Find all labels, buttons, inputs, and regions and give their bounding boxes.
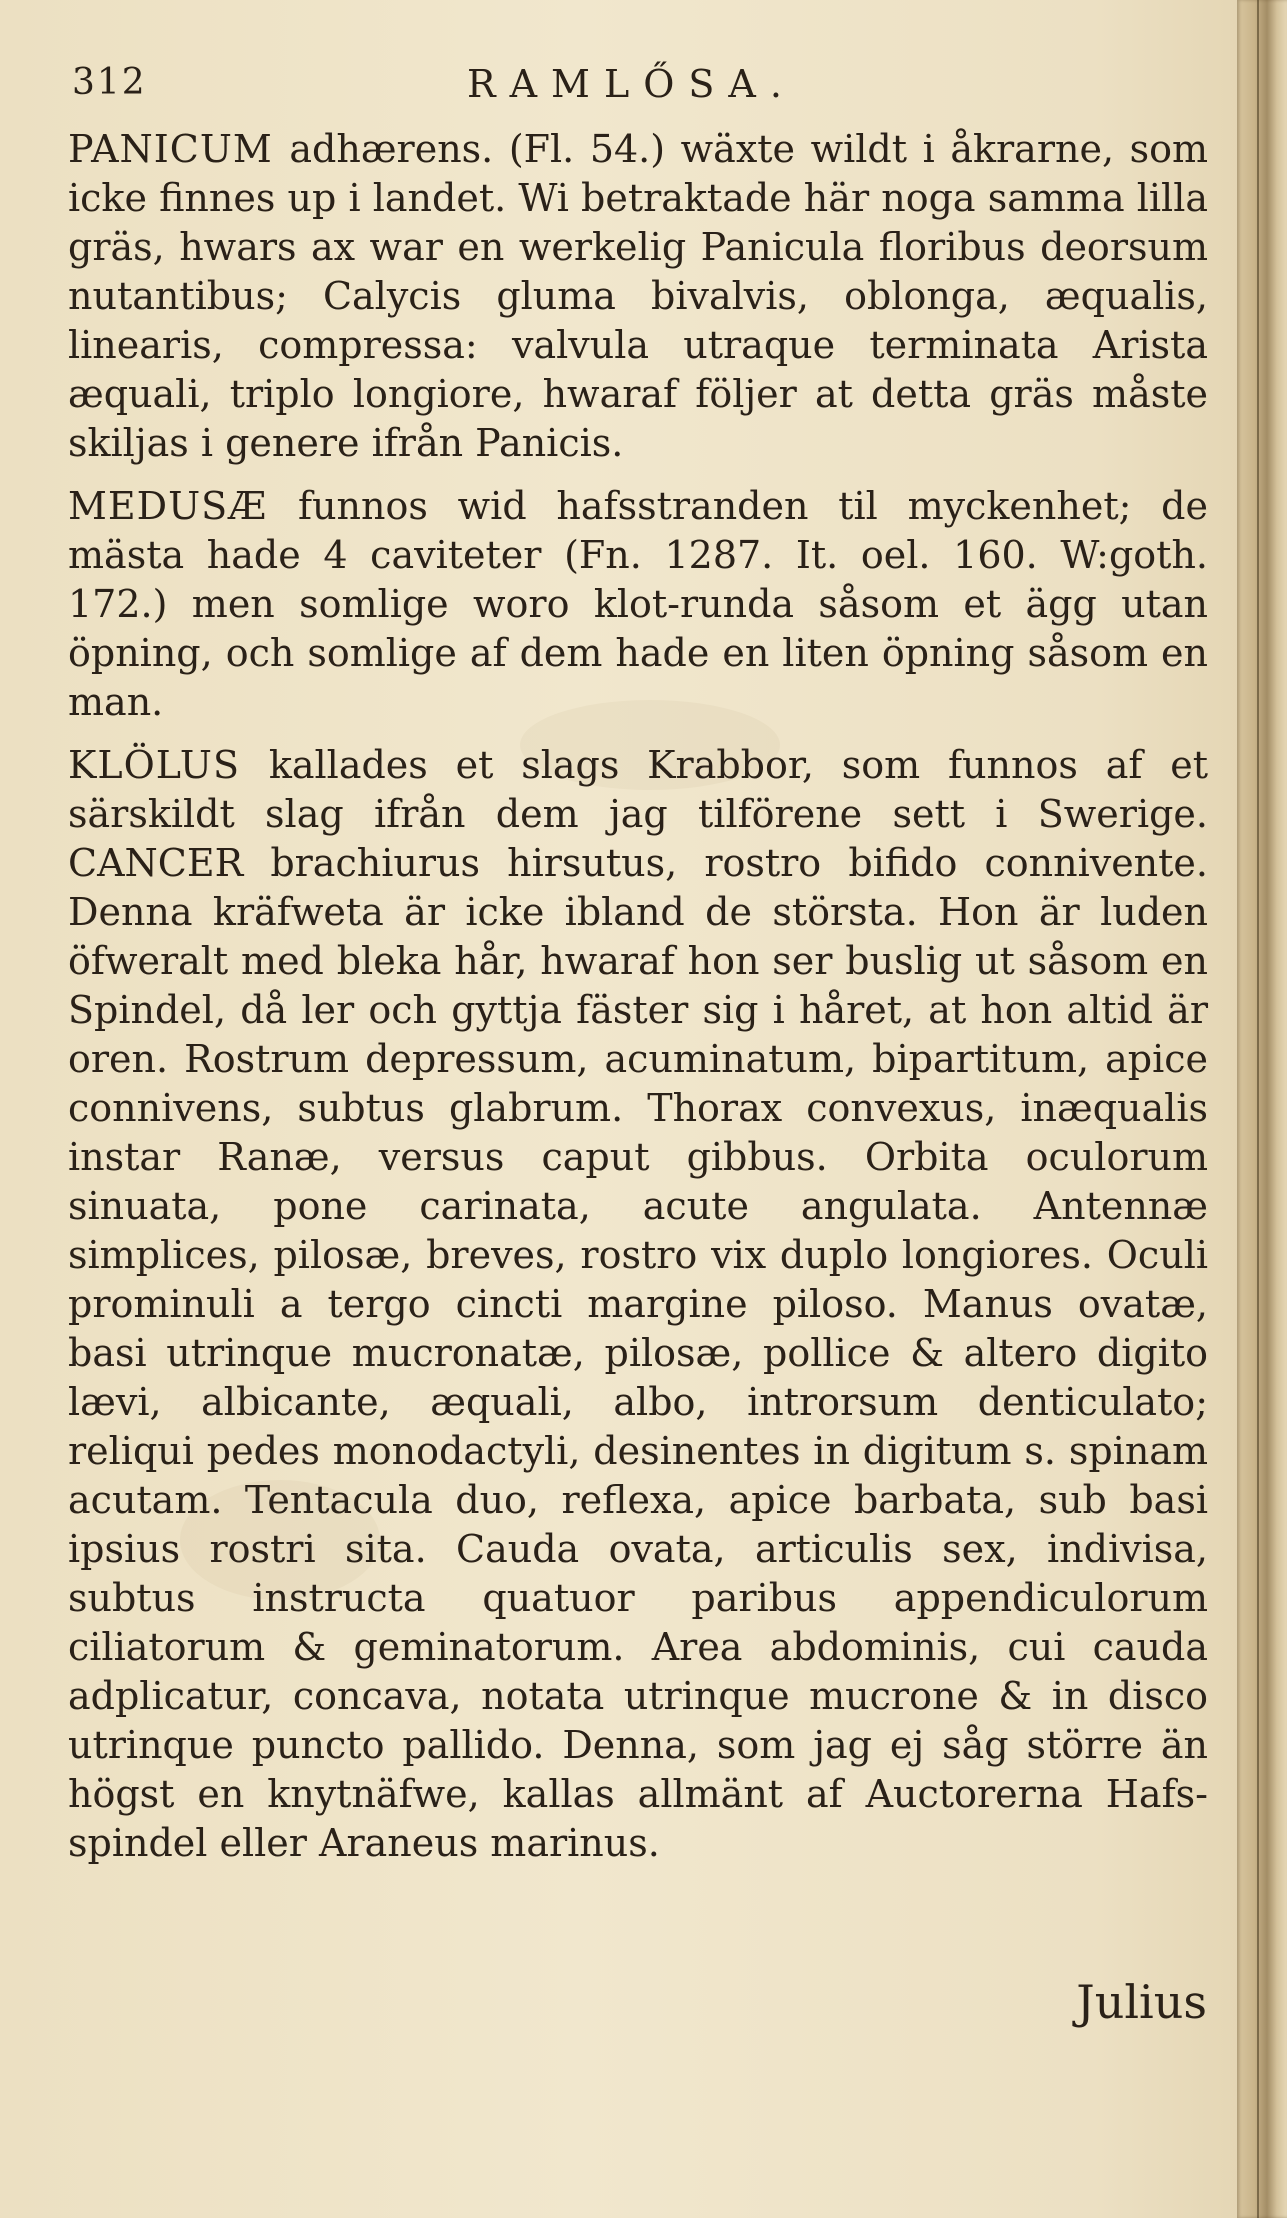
page-number: 312 bbox=[72, 62, 147, 103]
entry-text: kallades et slags Krabbor, som funnos af et särskildt slag ifrån dem jag tilförene sett i Swerige. CANCER brachiurus hirsutus, rostro bifido connivente. Denna kräfweta är icke ibland de största. Hon är luden öfweralt med bleka hår, hwaraf hon ser buslig ut såsom en Spindel, då ler och gyttja fäster sig i håret, at hon altid är oren. Rostrum depressum, acuminatum, bipartitum, apice connivens, subtus glabrum. Thorax convexus, inæqualis instar Ranæ, versus caput gibbus. Orbita oculorum sinuata, pone carinata, acute angulata. Antennæ simplices, pilosæ, breves, rostro vix duplo longiores. Oculi prominuli a tergo cincti margine piloso. Manus ovatæ, basi utrinque mucronatæ, pilosæ, pollice & altero digito lævi, albicante, æquali, albo, introrsum denticulato; reliqui pedes monodactyli, desinentes in digitum s. spinam acutam. Tentacula duo, reflexa, apice barbata, sub basi ipsius rostri sita. Cauda ovata, articulis sex, indivisa, subtus instructa quatuor paribus appendiculorum ciliatorum & geminatorum. Area abdominis, cui cauda adplicatur, concava, notata utrinque mucrone & in disco utrinque puncto pallido. Denna, som jag ej såg större än högst en knytnäfwe, kallas allmänt af Auctorerna Hafs-spindel eller Araneus marinus. bbox=[68, 743, 1209, 1865]
entry-headword: KLÖLUS bbox=[68, 743, 269, 787]
body-text bbox=[68, 125, 1208, 1882]
catchword: Julius bbox=[1076, 1975, 1207, 2029]
book-spine bbox=[1237, 0, 1287, 2218]
running-head: RAMLŐSA. bbox=[467, 62, 796, 106]
entry-text: funnos wid hafsstranden til myckenhet; de mästa hade 4 caviteter (Fn. 1287. It. oel. 160. W:goth. 172.) men somlige woro klot-runda såsom et ägg utan öpning, och somlige af dem hade en liten öpning såsom en man. bbox=[68, 484, 1208, 724]
entry-medusae bbox=[68, 482, 1208, 727]
spine-edge bbox=[1257, 0, 1259, 2218]
page-header bbox=[72, 62, 1212, 112]
entry-headword: PANICUM bbox=[68, 127, 290, 171]
entry-headword: MEDUSÆ bbox=[68, 484, 298, 528]
entry-text: adhærens. (Fl. 54.) wäxte wildt i åkrarne, som icke finnes up i landet. Wi betraktade här noga samma lilla gräs, hwars ax war en werkelig Panicula floribus deorsum nutantibus; Calycis gluma bivalvis, oblonga, æqualis, linearis, compressa: valvula utraque terminata Arista æquali, triplo longiore, hwaraf följer at detta gräs måste skiljas i genere ifrån Panicis. bbox=[68, 127, 1209, 465]
entry-klolus bbox=[68, 741, 1208, 1868]
entry-panicum bbox=[68, 125, 1208, 468]
